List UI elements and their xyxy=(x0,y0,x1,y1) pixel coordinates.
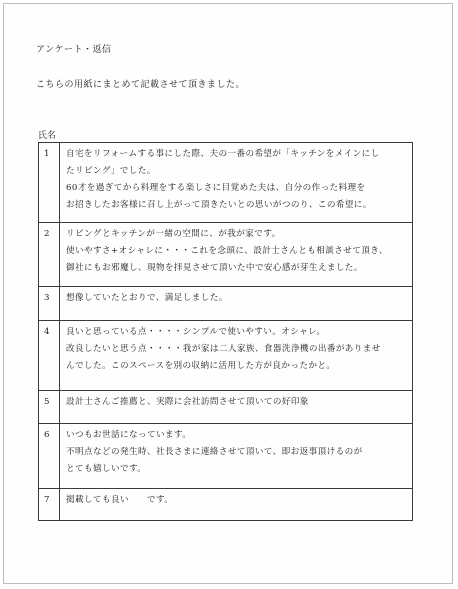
answer-line: 御社にもお邪魔し、現物を拝見させて頂いた中で安心感が芽生えました。 xyxy=(66,263,363,273)
answer-line: 掲載しても良い です。 xyxy=(66,495,174,505)
answer-line: 自宅をリフォームする事にした際、夫の一番の希望が「キッチンをメインにし xyxy=(66,149,380,159)
table-row xyxy=(39,321,413,391)
table-row xyxy=(39,223,413,287)
answer-line: 使いやすさ+オシャレに・・・これを念頭に、設計士さんとも相談させて頂き、 xyxy=(66,246,388,256)
row-number: 5 xyxy=(39,391,60,424)
answer-line: お招きしたお客様に召し上がって頂きたいとの思いがつのり、この希望に。 xyxy=(66,200,372,210)
answer-line: 60才を過ぎてから料理をする楽しさに目覚めた夫は、自分の作った料理を xyxy=(66,183,366,193)
survey-table xyxy=(38,142,413,521)
answer-cell xyxy=(60,321,413,391)
answer-line: 良いと思っている点・・・・シンプルで使いやすい。オシャレ。 xyxy=(66,327,326,337)
answer-line: 改良したいと思う点・・・・我が家は二人家族、食器洗浄機の出番がありませ xyxy=(66,344,381,354)
answer-line: リビングとキッチンが一緒の空間に、が我が家です。 xyxy=(66,229,281,239)
answer-line: いつもお世話になっています。 xyxy=(66,430,192,440)
table-row xyxy=(39,143,413,223)
intro-text: こちらの用紙にまとめて記載させて頂きました。 xyxy=(36,80,246,90)
row-number: 6 xyxy=(39,424,60,489)
answer-line: 設計士さんご推薦と、実際に会社訪問させて頂いての好印象 xyxy=(66,397,309,407)
row-number: 3 xyxy=(39,287,60,321)
table-row xyxy=(39,489,413,521)
answer-cell xyxy=(60,287,413,321)
table-row xyxy=(39,424,413,489)
answer-cell xyxy=(60,143,413,223)
survey-sheet xyxy=(3,3,453,584)
answer-cell xyxy=(60,391,413,424)
row-number: 1 xyxy=(39,143,60,223)
name-label: 氏名 xyxy=(38,131,57,141)
answer-cell xyxy=(60,223,413,287)
row-number: 2 xyxy=(39,223,60,287)
answer-line: 不明点などの発生時、社長さまに連絡させて頂いて、即お返事頂けるのが xyxy=(66,447,363,457)
table-row xyxy=(39,391,413,424)
table-row xyxy=(39,287,413,321)
answer-line: んでした。このスペースを別の収納に活用した方が良かったかと。 xyxy=(66,361,336,371)
answer-line: とても嬉しいです。 xyxy=(66,464,147,474)
answer-line: たリビング」でした。 xyxy=(66,166,156,176)
answer-cell xyxy=(60,424,413,489)
document-heading: アンケート・返信 xyxy=(36,45,112,55)
row-number: 7 xyxy=(39,489,60,521)
row-number: 4 xyxy=(39,321,60,391)
answer-line: 想像していたとおりで、満足しました。 xyxy=(66,293,228,303)
answer-cell xyxy=(60,489,413,521)
